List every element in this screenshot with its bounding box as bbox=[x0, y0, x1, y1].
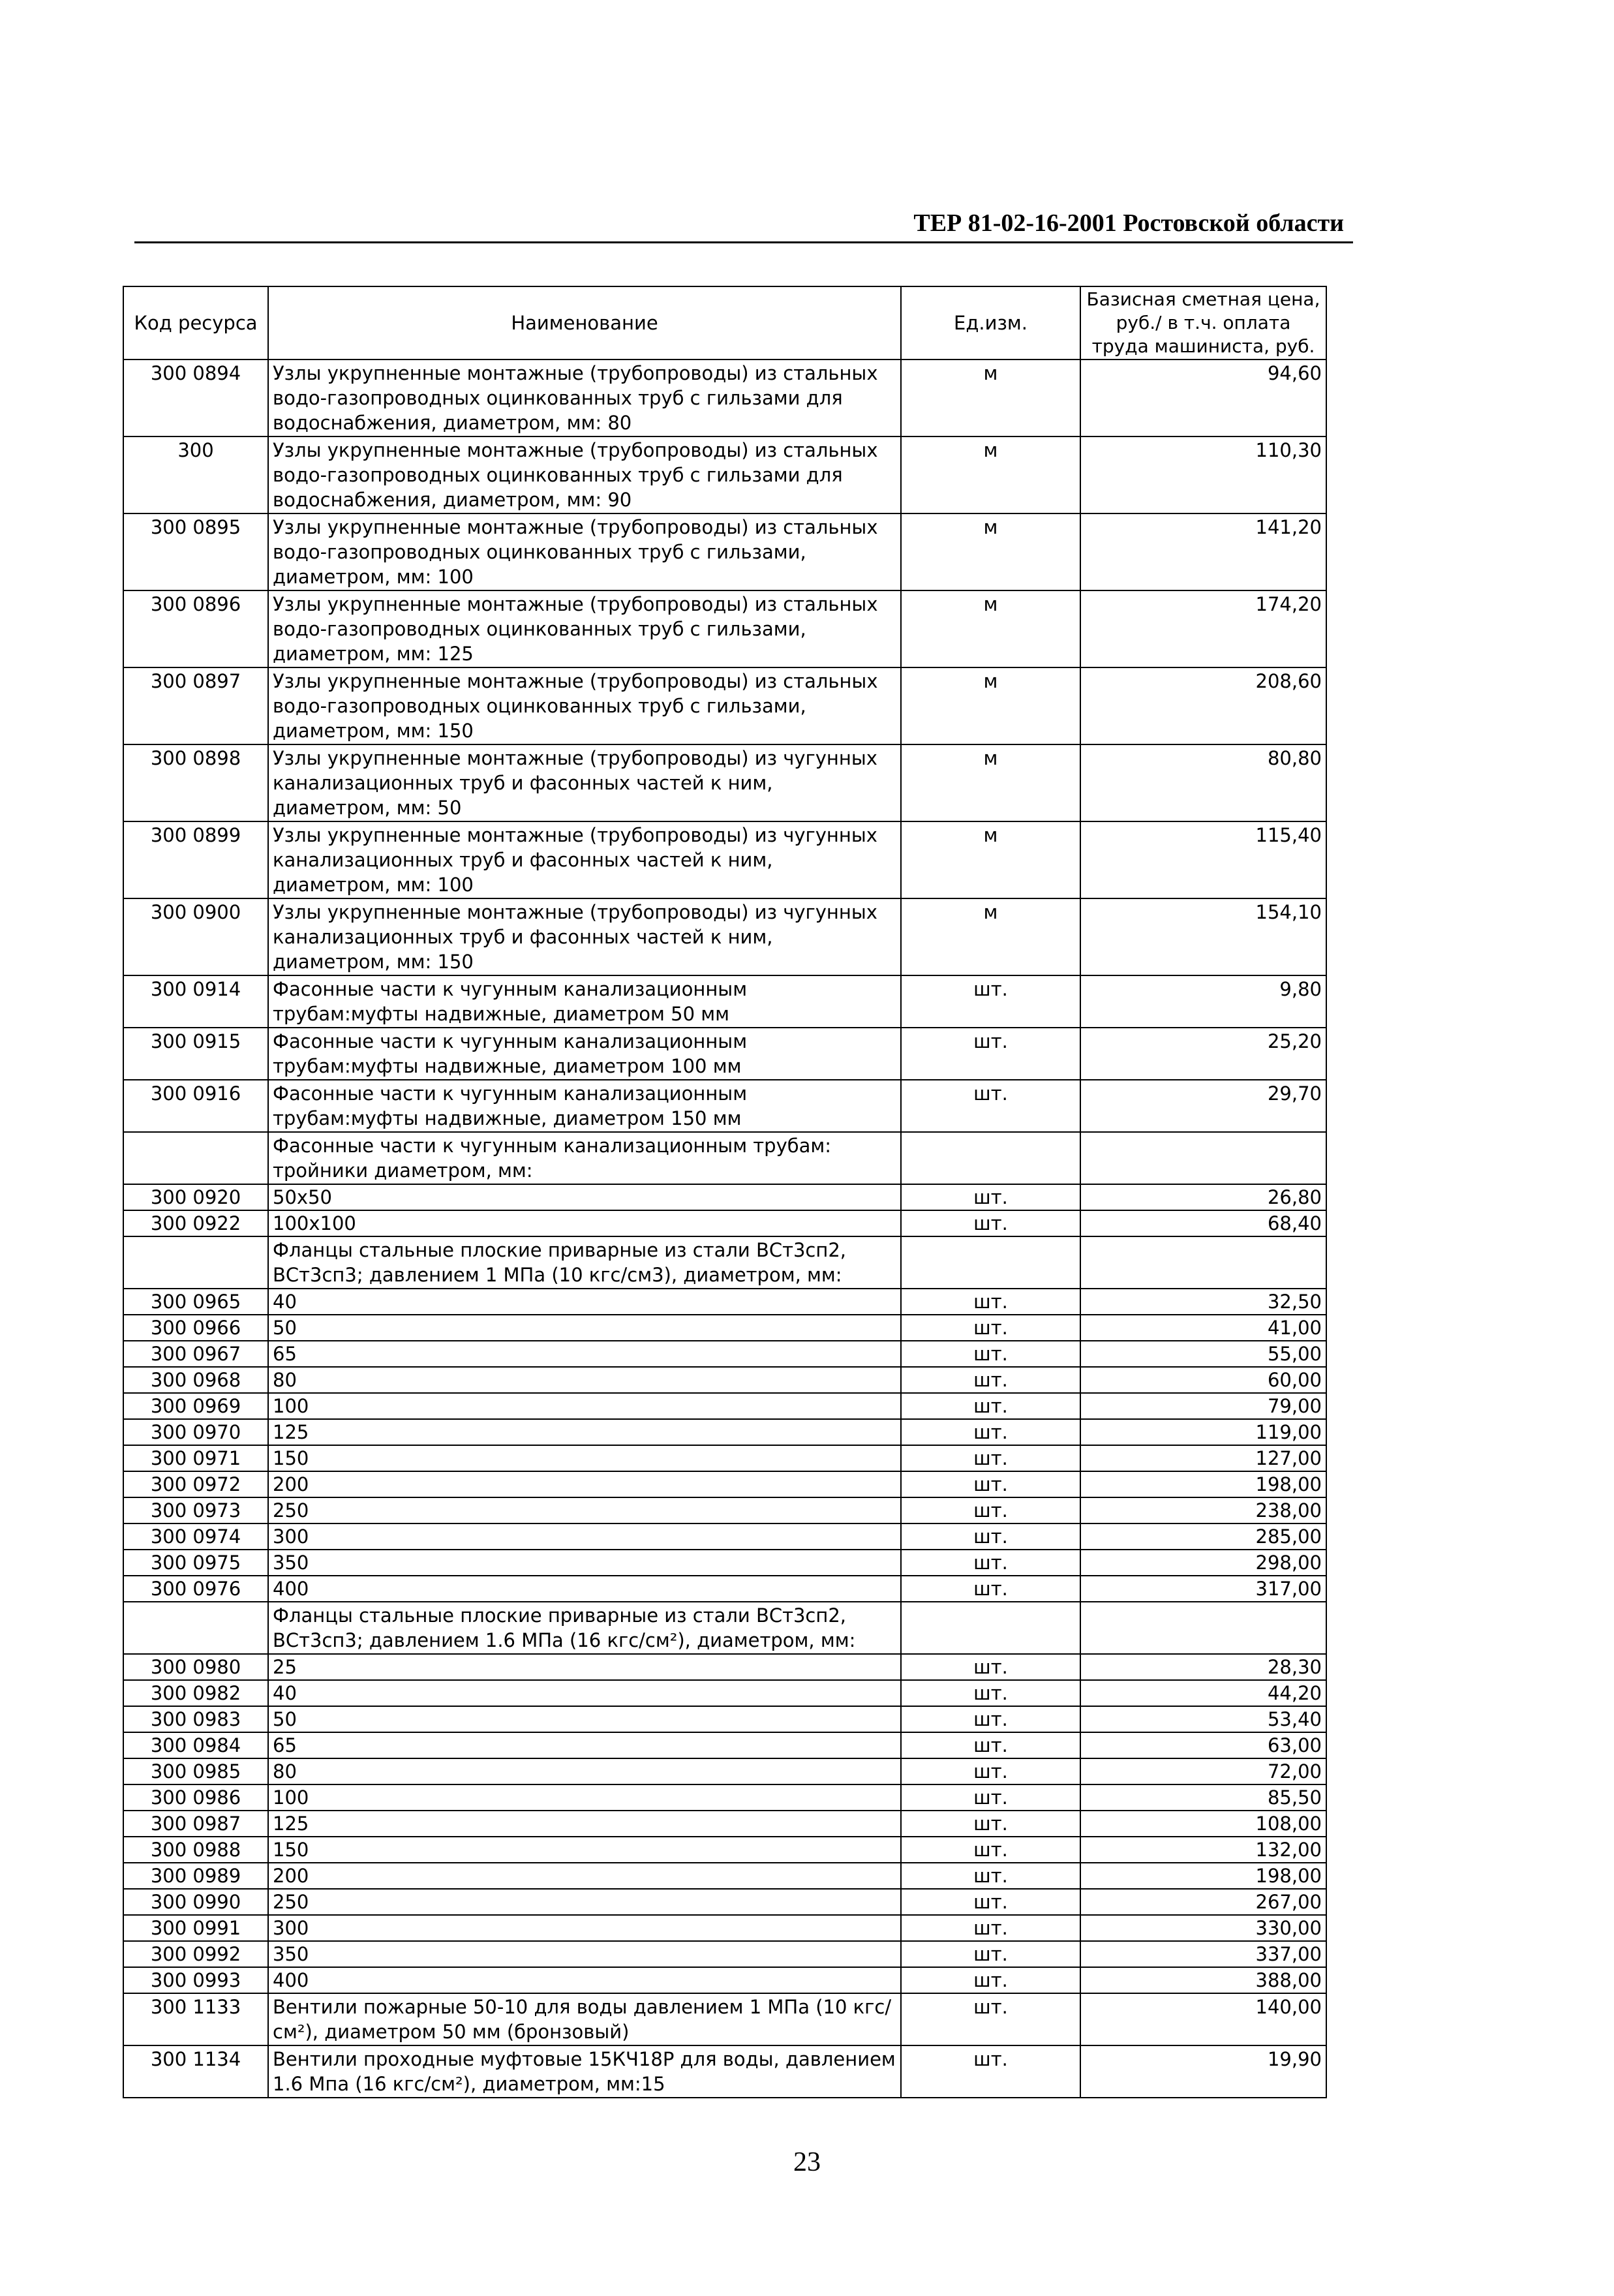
table-row bbox=[123, 1837, 1326, 1863]
cell-code: 300 0965 bbox=[123, 1289, 268, 1315]
cell-unit: шт. bbox=[901, 1967, 1080, 1993]
cell-code: 300 0985 bbox=[123, 1758, 268, 1784]
cell-name: Узлы укрупненные монтажные (трубопроводы) из чугунных канализационных труб и фасонных частей к ним, диаметром, мм: 100 bbox=[268, 821, 901, 898]
cell-price: 174,20 bbox=[1080, 590, 1326, 667]
cell-code: 300 0898 bbox=[123, 744, 268, 821]
cell-unit: шт. bbox=[901, 1706, 1080, 1732]
cell-name: 200 bbox=[268, 1471, 901, 1497]
table-header-row bbox=[123, 286, 1326, 360]
table-row bbox=[123, 1706, 1326, 1732]
cell-code: 300 0975 bbox=[123, 1550, 268, 1576]
cell-unit: м bbox=[901, 898, 1080, 975]
cell-unit: шт. bbox=[901, 1758, 1080, 1784]
table-row bbox=[123, 1576, 1326, 1602]
cell-name: Фасонные части к чугунным канализационным трубам:муфты надвижные, диаметром 150 мм bbox=[268, 1080, 901, 1132]
cell-name: Узлы укрупненные монтажные (трубопроводы) из стальных водо-газопроводных оцинкованных труб с гильзами, диаметром, мм: 125 bbox=[268, 590, 901, 667]
cell-name: 65 bbox=[268, 1341, 901, 1367]
cell-unit: шт. bbox=[901, 1210, 1080, 1236]
cell-price: 198,00 bbox=[1080, 1863, 1326, 1889]
table-row bbox=[123, 1915, 1326, 1941]
cell-price: 285,00 bbox=[1080, 1523, 1326, 1550]
cell-unit: шт. bbox=[901, 1732, 1080, 1758]
table-row bbox=[123, 1184, 1326, 1210]
cell-name: 25 bbox=[268, 1654, 901, 1680]
cell-name: 125 bbox=[268, 1419, 901, 1445]
cell-price: 68,40 bbox=[1080, 1210, 1326, 1236]
cell-code: 300 0988 bbox=[123, 1837, 268, 1863]
table-row bbox=[123, 1445, 1326, 1471]
cell-code: 300 0968 bbox=[123, 1367, 268, 1393]
cell-unit: шт. bbox=[901, 1550, 1080, 1576]
cell-name: 125 bbox=[268, 1811, 901, 1837]
cell-name: Узлы укрупненные монтажные (трубопроводы) из стальных водо-газопроводных оцинкованных труб с гильзами для водоснабжения, диаметром, мм: 80 bbox=[268, 360, 901, 436]
cell-unit: шт. bbox=[901, 1811, 1080, 1837]
cell-unit: шт. bbox=[901, 2045, 1080, 2098]
cell-unit: м bbox=[901, 513, 1080, 590]
table-row bbox=[123, 1523, 1326, 1550]
cell-price: 9,80 bbox=[1080, 975, 1326, 1028]
cell-price: 53,40 bbox=[1080, 1706, 1326, 1732]
table-row bbox=[123, 1550, 1326, 1576]
cell-code: 300 0895 bbox=[123, 513, 268, 590]
cell-name: 40 bbox=[268, 1289, 901, 1315]
cell-name: Фасонные части к чугунным канализационным трубам:муфты надвижные, диаметром 50 мм bbox=[268, 975, 901, 1028]
table-row bbox=[123, 1315, 1326, 1341]
table-row bbox=[123, 1497, 1326, 1523]
cell-price: 337,00 bbox=[1080, 1941, 1326, 1967]
cell-name: 250 bbox=[268, 1889, 901, 1915]
cell-code: 300 0992 bbox=[123, 1941, 268, 1967]
cell-code: 300 0973 bbox=[123, 1497, 268, 1523]
cell-unit: шт. bbox=[901, 1341, 1080, 1367]
cell-code: 300 0974 bbox=[123, 1523, 268, 1550]
cell-unit: шт. bbox=[901, 1367, 1080, 1393]
cell-code: 300 0899 bbox=[123, 821, 268, 898]
cell-price: 80,80 bbox=[1080, 744, 1326, 821]
cell-name: 100 bbox=[268, 1784, 901, 1811]
cell-name: 400 bbox=[268, 1967, 901, 1993]
cell-name: 100x100 bbox=[268, 1210, 901, 1236]
table-row bbox=[123, 590, 1326, 667]
cell-code: 300 0991 bbox=[123, 1915, 268, 1941]
page-number: 23 bbox=[793, 2147, 821, 2177]
cell-unit: шт. bbox=[901, 1419, 1080, 1445]
cell-name: 150 bbox=[268, 1445, 901, 1471]
table-row bbox=[123, 1863, 1326, 1889]
column-header-code: Код ресурса bbox=[123, 286, 268, 360]
cell-unit: шт. bbox=[901, 1471, 1080, 1497]
table-row bbox=[123, 436, 1326, 513]
cell-unit: м bbox=[901, 590, 1080, 667]
cell-code: 300 0989 bbox=[123, 1863, 268, 1889]
cell-unit: шт. bbox=[901, 1680, 1080, 1706]
table-row bbox=[123, 1080, 1326, 1132]
cell-unit: шт. bbox=[901, 1576, 1080, 1602]
resource-price-table bbox=[123, 286, 1327, 2098]
cell-price: 127,00 bbox=[1080, 1445, 1326, 1471]
table-row bbox=[123, 1758, 1326, 1784]
cell-code: 300 0915 bbox=[123, 1028, 268, 1080]
cell-unit: шт. bbox=[901, 1837, 1080, 1863]
cell-price: 141,20 bbox=[1080, 513, 1326, 590]
table-row bbox=[123, 513, 1326, 590]
cell-name: 250 bbox=[268, 1497, 901, 1523]
cell-name: 80 bbox=[268, 1367, 901, 1393]
cell-price: 198,00 bbox=[1080, 1471, 1326, 1497]
cell-price: 55,00 bbox=[1080, 1341, 1326, 1367]
table-row bbox=[123, 744, 1326, 821]
cell-code: 300 0896 bbox=[123, 590, 268, 667]
cell-code: 300 0987 bbox=[123, 1811, 268, 1837]
cell-name: Фасонные части к чугунным канализационным трубам:муфты надвижные, диаметром 100 мм bbox=[268, 1028, 901, 1080]
cell-price: 25,20 bbox=[1080, 1028, 1326, 1080]
column-header-name: Наименование bbox=[268, 286, 901, 360]
table-row bbox=[123, 1654, 1326, 1680]
cell-unit: шт. bbox=[901, 1497, 1080, 1523]
cell-unit: шт. bbox=[901, 1523, 1080, 1550]
page-header bbox=[134, 207, 1353, 243]
cell-price: 28,30 bbox=[1080, 1654, 1326, 1680]
document-title: ТЕР 81-02-16-2001 Ростовской области bbox=[913, 209, 1344, 237]
table-row bbox=[123, 1602, 1326, 1654]
cell-code: 300 0986 bbox=[123, 1784, 268, 1811]
cell-name: 50 bbox=[268, 1315, 901, 1341]
cell-name: 300 bbox=[268, 1523, 901, 1550]
cell-price: 29,70 bbox=[1080, 1080, 1326, 1132]
cell-name: 400 bbox=[268, 1576, 901, 1602]
table-row bbox=[123, 821, 1326, 898]
table-row bbox=[123, 1393, 1326, 1419]
cell-code: 300 0966 bbox=[123, 1315, 268, 1341]
cell-unit: м bbox=[901, 744, 1080, 821]
cell-code: 300 0993 bbox=[123, 1967, 268, 1993]
cell-price: 108,00 bbox=[1080, 1811, 1326, 1837]
cell-price: 330,00 bbox=[1080, 1915, 1326, 1941]
table-row bbox=[123, 360, 1326, 436]
cell-unit: шт. bbox=[901, 1889, 1080, 1915]
cell-unit: м bbox=[901, 667, 1080, 744]
cell-price: 110,30 bbox=[1080, 436, 1326, 513]
cell-code: 300 0971 bbox=[123, 1445, 268, 1471]
table-row bbox=[123, 1732, 1326, 1758]
table-row bbox=[123, 1889, 1326, 1915]
table-row bbox=[123, 1811, 1326, 1837]
cell-code: 300 0972 bbox=[123, 1471, 268, 1497]
table-row bbox=[123, 1419, 1326, 1445]
table-row bbox=[123, 1289, 1326, 1315]
cell-code: 300 0967 bbox=[123, 1341, 268, 1367]
column-header-price: Базисная сметная цена, руб./ в т.ч. оплата труда машиниста, руб. bbox=[1080, 286, 1326, 360]
table-row bbox=[123, 1236, 1326, 1289]
cell-price: 115,40 bbox=[1080, 821, 1326, 898]
cell-price bbox=[1080, 1602, 1326, 1654]
cell-unit: шт. bbox=[901, 1941, 1080, 1967]
cell-price: 63,00 bbox=[1080, 1732, 1326, 1758]
cell-code: 300 0894 bbox=[123, 360, 268, 436]
cell-name: Фасонные части к чугунным канализационным трубам: тройники диаметром, мм: bbox=[268, 1132, 901, 1184]
cell-unit: м bbox=[901, 360, 1080, 436]
cell-price: 140,00 bbox=[1080, 1993, 1326, 2045]
table-row bbox=[123, 1967, 1326, 1993]
table-row bbox=[123, 1784, 1326, 1811]
column-header-unit: Ед.изм. bbox=[901, 286, 1080, 360]
table-row bbox=[123, 1680, 1326, 1706]
cell-name: Вентили проходные муфтовые 15КЧ18Р для воды, давлением 1.6 Мпа (16 кгс/см²), диаметром, мм:15 bbox=[268, 2045, 901, 2098]
table-row bbox=[123, 1471, 1326, 1497]
table-row bbox=[123, 1028, 1326, 1080]
cell-code: 300 0922 bbox=[123, 1210, 268, 1236]
table-row bbox=[123, 1210, 1326, 1236]
cell-price: 32,50 bbox=[1080, 1289, 1326, 1315]
cell-price: 388,00 bbox=[1080, 1967, 1326, 1993]
cell-name: 100 bbox=[268, 1393, 901, 1419]
cell-unit: шт. bbox=[901, 1289, 1080, 1315]
table-row bbox=[123, 975, 1326, 1028]
cell-price: 94,60 bbox=[1080, 360, 1326, 436]
cell-code: 300 0982 bbox=[123, 1680, 268, 1706]
cell-price: 238,00 bbox=[1080, 1497, 1326, 1523]
cell-price: 60,00 bbox=[1080, 1367, 1326, 1393]
cell-unit: м bbox=[901, 436, 1080, 513]
cell-code: 300 0920 bbox=[123, 1184, 268, 1210]
cell-name: Узлы укрупненные монтажные (трубопроводы) из чугунных канализационных труб и фасонных частей к ним, диаметром, мм: 150 bbox=[268, 898, 901, 975]
cell-price: 85,50 bbox=[1080, 1784, 1326, 1811]
cell-unit: шт. bbox=[901, 1028, 1080, 1080]
cell-code bbox=[123, 1132, 268, 1184]
cell-unit: шт. bbox=[901, 1863, 1080, 1889]
cell-name: 40 bbox=[268, 1680, 901, 1706]
cell-price: 317,00 bbox=[1080, 1576, 1326, 1602]
table-row bbox=[123, 2045, 1326, 2098]
cell-price bbox=[1080, 1236, 1326, 1289]
cell-code: 300 0897 bbox=[123, 667, 268, 744]
table-row bbox=[123, 898, 1326, 975]
cell-unit: шт. bbox=[901, 1445, 1080, 1471]
cell-code: 300 0914 bbox=[123, 975, 268, 1028]
table-row bbox=[123, 1341, 1326, 1367]
cell-price: 154,10 bbox=[1080, 898, 1326, 975]
cell-name: 65 bbox=[268, 1732, 901, 1758]
cell-code: 300 0970 bbox=[123, 1419, 268, 1445]
cell-price: 132,00 bbox=[1080, 1837, 1326, 1863]
cell-name: Узлы укрупненные монтажные (трубопроводы) из чугунных канализационных труб и фасонных частей к ним, диаметром, мм: 50 bbox=[268, 744, 901, 821]
cell-code: 300 0969 bbox=[123, 1393, 268, 1419]
cell-name: Фланцы стальные плоские приварные из стали ВСт3сп2, ВСт3сп3; давлением 1.6 МПа (16 кгс/см²), диаметром, мм: bbox=[268, 1602, 901, 1654]
cell-name: Вентили пожарные 50-10 для воды давлением 1 МПа (10 кгс/см²), диаметром 50 мм (бронзовый) bbox=[268, 1993, 901, 2045]
cell-price: 208,60 bbox=[1080, 667, 1326, 744]
cell-name: 200 bbox=[268, 1863, 901, 1889]
cell-code bbox=[123, 1236, 268, 1289]
cell-name: 350 bbox=[268, 1941, 901, 1967]
cell-unit: м bbox=[901, 821, 1080, 898]
cell-code: 300 0916 bbox=[123, 1080, 268, 1132]
cell-unit: шт. bbox=[901, 1915, 1080, 1941]
cell-code: 300 1133 bbox=[123, 1993, 268, 2045]
cell-unit bbox=[901, 1602, 1080, 1654]
cell-name: Узлы укрупненные монтажные (трубопроводы) из стальных водо-газопроводных оцинкованных труб с гильзами, диаметром, мм: 150 bbox=[268, 667, 901, 744]
cell-name: 150 bbox=[268, 1837, 901, 1863]
cell-code: 300 bbox=[123, 436, 268, 513]
table-row bbox=[123, 1941, 1326, 1967]
cell-unit bbox=[901, 1236, 1080, 1289]
cell-unit: шт. bbox=[901, 1993, 1080, 2045]
cell-code: 300 0983 bbox=[123, 1706, 268, 1732]
cell-price: 26,80 bbox=[1080, 1184, 1326, 1210]
cell-unit: шт. bbox=[901, 1654, 1080, 1680]
cell-unit: шт. bbox=[901, 1315, 1080, 1341]
cell-price: 119,00 bbox=[1080, 1419, 1326, 1445]
cell-name: 80 bbox=[268, 1758, 901, 1784]
cell-price: 79,00 bbox=[1080, 1393, 1326, 1419]
table-body bbox=[123, 360, 1326, 2098]
table-row bbox=[123, 1132, 1326, 1184]
cell-price bbox=[1080, 1132, 1326, 1184]
cell-name: Узлы укрупненные монтажные (трубопроводы) из стальных водо-газопроводных оцинкованных труб с гильзами для водоснабжения, диаметром, мм: 90 bbox=[268, 436, 901, 513]
cell-unit: шт. bbox=[901, 1784, 1080, 1811]
cell-code: 300 1134 bbox=[123, 2045, 268, 2098]
cell-code: 300 0900 bbox=[123, 898, 268, 975]
cell-name: 50x50 bbox=[268, 1184, 901, 1210]
cell-name: 300 bbox=[268, 1915, 901, 1941]
cell-price: 267,00 bbox=[1080, 1889, 1326, 1915]
cell-name: Узлы укрупненные монтажные (трубопроводы) из стальных водо-газопроводных оцинкованных труб с гильзами, диаметром, мм: 100 bbox=[268, 513, 901, 590]
cell-unit bbox=[901, 1132, 1080, 1184]
cell-price: 72,00 bbox=[1080, 1758, 1326, 1784]
table-row bbox=[123, 1367, 1326, 1393]
cell-name: Фланцы стальные плоские приварные из стали ВСт3сп2, ВСт3сп3; давлением 1 МПа (10 кгс/см3), диаметром, мм: bbox=[268, 1236, 901, 1289]
cell-code: 300 0984 bbox=[123, 1732, 268, 1758]
cell-unit: шт. bbox=[901, 975, 1080, 1028]
cell-code: 300 0976 bbox=[123, 1576, 268, 1602]
cell-unit: шт. bbox=[901, 1080, 1080, 1132]
table-row bbox=[123, 1993, 1326, 2045]
cell-price: 41,00 bbox=[1080, 1315, 1326, 1341]
cell-code bbox=[123, 1602, 268, 1654]
cell-name: 50 bbox=[268, 1706, 901, 1732]
cell-unit: шт. bbox=[901, 1393, 1080, 1419]
cell-code: 300 0980 bbox=[123, 1654, 268, 1680]
table-row bbox=[123, 667, 1326, 744]
cell-unit: шт. bbox=[901, 1184, 1080, 1210]
cell-price: 19,90 bbox=[1080, 2045, 1326, 2098]
cell-price: 298,00 bbox=[1080, 1550, 1326, 1576]
cell-price: 44,20 bbox=[1080, 1680, 1326, 1706]
cell-name: 350 bbox=[268, 1550, 901, 1576]
cell-code: 300 0990 bbox=[123, 1889, 268, 1915]
